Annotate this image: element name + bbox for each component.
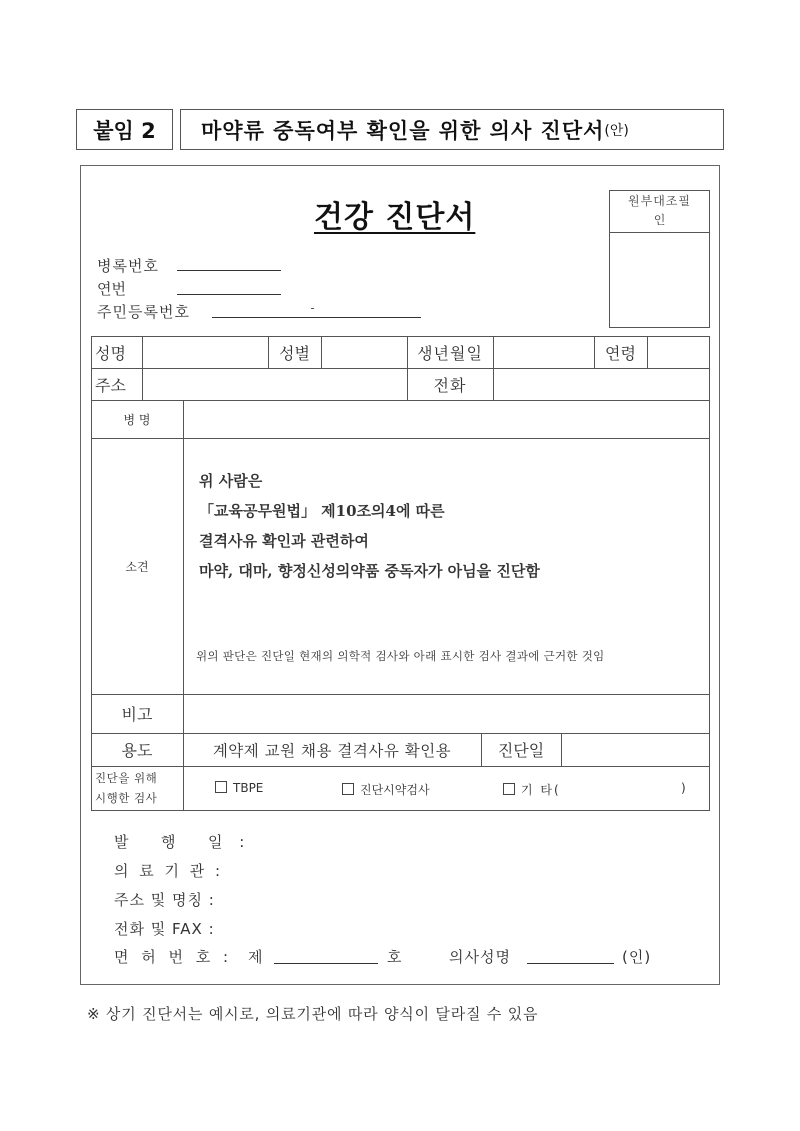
form-title-suffix: (안): [604, 122, 629, 139]
form-title: 마약류 중독여부 확인을 위한 의사 진단서: [201, 118, 605, 143]
resident-number-label: 주민등록번호: [97, 303, 190, 321]
diagnosis-date-input[interactable]: [561, 733, 710, 766]
doctor-name-label: 의사성명: [449, 948, 511, 966]
form-title-box: [180, 109, 724, 150]
phone-label: 전화: [433, 375, 467, 395]
opinion-line-2: 「교육공무원법」 제10조의4에 따른: [199, 502, 445, 520]
disease-label: 병 명: [123, 412, 151, 427]
test-option-other-closing: ): [681, 781, 686, 795]
disease-input[interactable]: [183, 400, 710, 438]
document-title: 건강 진단서: [314, 200, 476, 235]
record-number-input[interactable]: [177, 256, 281, 271]
license-label: 면 허 번 호 :: [114, 948, 230, 966]
opinion-note: 위의 판단은 진단일 현재의 의학적 검사와 아래 표시한 검사 결과에 근거한 것임: [196, 649, 605, 663]
issue-date-label: 발 행 일 :: [114, 833, 246, 851]
stamp-label-line2: 인: [653, 213, 666, 227]
resident-number-separator: -: [310, 301, 315, 315]
opinion-line-1: 위 사람은: [199, 472, 263, 490]
seal-label: (인): [622, 948, 652, 966]
stamp-area[interactable]: [610, 233, 709, 329]
opinion-content: [199, 466, 704, 586]
test-option-reagent[interactable]: [342, 781, 430, 798]
stamp-box: [609, 190, 710, 328]
tests-label-line2: 시행한 검사: [95, 791, 158, 805]
purpose-value: 계약제 교원 채용 결격사유 확인용: [212, 741, 452, 760]
checkbox-icon[interactable]: [342, 783, 354, 795]
checkbox-icon[interactable]: [215, 781, 227, 793]
remarks-label: 비고: [121, 705, 153, 724]
test-option-other-input[interactable]: [548, 779, 678, 797]
attachment-label: 붙임 2: [93, 118, 156, 143]
resident-number-input[interactable]: [212, 302, 421, 318]
sex-label: 성별: [279, 343, 310, 363]
resident-number-field: [97, 301, 190, 322]
checkbox-icon[interactable]: [503, 783, 515, 795]
tests-label: [91, 768, 183, 810]
remarks-input[interactable]: [183, 694, 710, 733]
age-label: 연령: [605, 343, 636, 363]
serial-number-label: 연번: [97, 280, 126, 298]
opinion-line-4: 마약, 대마, 향정신성의약품 중독자가 아님을 진단함: [199, 562, 540, 580]
purpose-label: 용도: [121, 741, 153, 760]
address-label: 주소: [95, 375, 126, 395]
age-input[interactable]: [647, 336, 710, 368]
birth-date-label: 생년월일: [417, 343, 483, 363]
opinion-label: 소견: [125, 559, 149, 574]
serial-number-field: [97, 278, 126, 299]
license-suffix: 호: [387, 948, 403, 966]
test-option-other-label: 기 타(: [521, 783, 561, 797]
notice-text: ※ 상기 진단서는 예시로, 의료기관에 따라 양식이 달라질 수 있음: [87, 1005, 539, 1023]
doctor-name-input[interactable]: [527, 947, 614, 964]
record-number-field: [97, 255, 159, 276]
phone-input[interactable]: [493, 368, 710, 400]
test-option-tbpe[interactable]: [215, 781, 263, 795]
sex-input[interactable]: [321, 336, 407, 368]
address-name-label: 주소 및 명칭 :: [114, 891, 215, 909]
name-label: 성명: [95, 343, 126, 363]
test-option-reagent-label: 진단시약검사: [360, 783, 430, 797]
opinion-line-3: 결격사유 확인과 관련하여: [199, 532, 369, 550]
serial-number-input[interactable]: [177, 279, 281, 295]
record-number-label: 병록번호: [97, 257, 159, 275]
license-number-input[interactable]: [274, 947, 378, 964]
institution-label: 의 료 기 관 :: [114, 862, 222, 880]
address-input[interactable]: [142, 368, 407, 400]
license-prefix: 제: [248, 948, 264, 966]
tests-label-line1: 진단을 위해: [95, 771, 158, 785]
stamp-label-line1: 원부대조필: [628, 194, 691, 208]
phone-fax-label: 전화 및 FAX :: [114, 920, 215, 938]
test-option-tbpe-label: TBPE: [233, 781, 264, 795]
birth-date-input[interactable]: [493, 336, 594, 368]
diagnosis-date-label: 진단일: [497, 741, 545, 760]
name-input[interactable]: [142, 336, 268, 368]
attachment-label-box: [76, 109, 173, 150]
